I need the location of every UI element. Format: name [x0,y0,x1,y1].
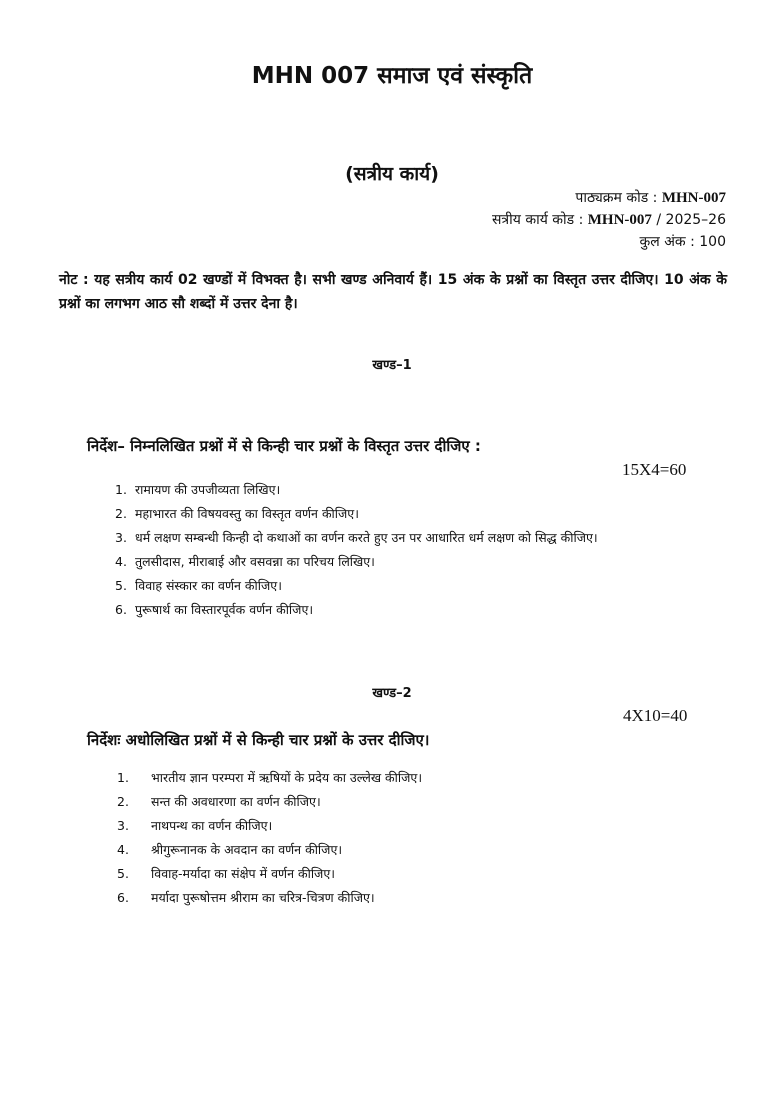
question-text: विवाह-मर्यादा का संक्षेप में वर्णन कीजिए। [151,866,335,881]
question-item [115,550,598,574]
section1-heading: खण्ड–1 [372,358,412,373]
total-marks: 100 [699,234,726,250]
page-subtitle: (सत्रीय कार्य) [345,163,439,185]
question-item [117,790,422,814]
question-text: तुलसीदास, मीराबाई और वसवन्ना का परिचय लिखिए। [135,554,375,569]
section1-marks: 15X4=60 [622,460,687,479]
course-code-label: पाठ्यक्रम कोड : [575,190,658,206]
question-number: 5. [115,578,127,593]
question-text: सन्त की अवधारणा का वर्णन कीजिए। [151,794,321,809]
course-code: MHN-007 [661,190,726,206]
question-text: भारतीय ज्ञान परम्परा में ऋषियों के प्रदेय का उल्लेख कीजिए। [151,770,423,785]
question-item [117,814,422,838]
section2-marks: 4X10=40 [623,706,688,725]
question-number: 2. [117,794,129,809]
section2-question-list [117,766,422,910]
question-text: धर्म लक्षण सम्बन्धी किन्ही दो कथाओं का वर्णन करते हुए उन पर आधारित धर्म लक्षण को सिद्ध कीजिए। [135,530,598,545]
question-text: मर्यादा पुरूषोत्तम श्रीराम का चरित्र-चित्रण कीजिए। [151,890,375,905]
question-number: 3. [115,530,127,545]
question-text: विवाह संस्कार का वर्णन कीजिए। [135,578,282,593]
question-number: 2. [115,506,127,521]
question-text: रामायण की उपजीव्यता लिखिए। [135,482,281,497]
question-item [115,526,598,550]
note-paragraph: नोट : यह सत्रीय कार्य 02 खण्डों में विभक्त है। सभी खण्ड अनिवार्य हैं। 15 अंक के प्रश्नों का विस्तृत उत्तर दीजिए। 10 अंक के प्रश्नों का लगभग आठ सौ शब्दों में उत्तर देना है। [59,272,727,312]
question-item [115,598,598,622]
assignment-code-label: सत्रीय कार्य कोड : [491,212,584,228]
question-text: नाथपन्थ का वर्णन कीजिए। [151,818,273,833]
question-number: 3. [117,818,129,833]
section2-heading: खण्ड–2 [372,686,412,701]
question-text: श्रीगुरूनानक के अवदान का वर्णन कीजिए। [151,842,343,857]
question-item [117,886,422,910]
question-item [117,766,422,790]
question-item [117,838,422,862]
question-number: 1. [115,482,127,497]
question-number: 4. [115,554,127,569]
question-text: महाभारत की विषयवस्तु का विस्तृत वर्णन कीजिए। [135,506,359,521]
assignment-code-line [492,210,726,229]
question-number: 5. [117,866,129,881]
section1-instruction: निर्देश– निम्नलिखित प्रश्नों में से किन्ही चार प्रश्नों के विस्तृत उत्तर दीजिए : [87,437,481,455]
assignment-year: / 2025–26 [656,212,726,228]
question-number: 1. [117,770,129,785]
question-number: 6. [115,602,127,617]
question-text: पुरूषार्थ का विस्तारपूर्वक वर्णन कीजिए। [135,602,314,617]
section2-instruction: निर्देशः अधोलिखित प्रश्नों में से किन्ही चार प्रश्नों के उत्तर दीजिए। [87,731,430,749]
total-marks-line [640,232,727,251]
course-code-line [575,188,726,207]
question-number: 4. [117,842,129,857]
question-item [115,478,598,502]
total-marks-label: कुल अंक : [639,234,695,250]
question-item [115,574,598,598]
question-number: 6. [117,890,129,905]
section1-question-list [115,478,598,622]
page-title: MHN 007 समाज एवं संस्कृति [251,63,533,89]
assignment-code: MHN-007 [587,212,652,228]
question-item [117,862,422,886]
question-item [115,502,598,526]
